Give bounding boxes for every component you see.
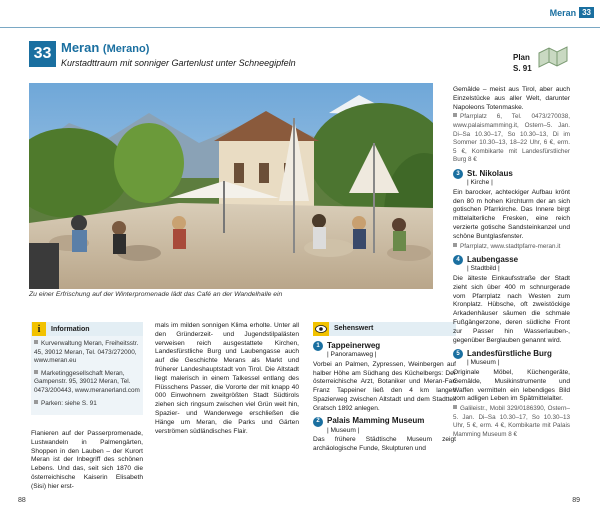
entry-detail: Pfarrplatz, www.stadtpfarre-meran.it — [453, 243, 570, 252]
plan-reference — [513, 52, 532, 74]
continued-text: Gemälde – meist aus Tirol, aber auch Einzelstücke aus aller Welt, darunter Napoleons Totenmaske. — [453, 86, 570, 111]
sights-column — [313, 322, 456, 454]
cafe-photo — [29, 83, 433, 289]
page-subtitle: Kurstadttraum mit sonniger Gartenlust unter Schneegipfeln — [61, 58, 296, 68]
sight-entry — [453, 349, 570, 439]
entry-number: 1 — [313, 341, 323, 351]
info-body — [31, 336, 143, 415]
section-tab — [550, 7, 594, 18]
entry-number: 4 — [453, 255, 463, 265]
sight-entry — [453, 255, 570, 345]
right-column — [453, 86, 570, 440]
info-heading: Information — [51, 325, 90, 333]
entry-category: | Museum | — [327, 426, 360, 434]
map-icon — [537, 45, 569, 69]
section-number: 33 — [579, 7, 594, 18]
entry-title: Tappeinerweg — [327, 340, 381, 350]
body-text-col2: mals im milden sonnigen Klima erholte. Unter all den Gründerzeit- und Jugendstilpalästen verweisen reich ausgestattete Kirchen, Landesfürstliche Burg und Laubengasse auch auf die Geschichte Merans als Markt und früherer Landeshauptstadt von Tirol. Die Altstadt liegt malerisch in einem Talkessel entlang des Flüsschens Passer, die Vororte der mit knapp 40 000 Einwohnern zweitgrößten Stadt Südtirols ziehen sich ringsum zwischen viel Grün weit hin, Spazier- und Wanderwege erschließen die Hänge um Meran, die Parks und Gärten verströmen südländisches Flair. — [155, 322, 299, 435]
entry-category: | Museum | — [467, 359, 500, 367]
page-title — [61, 40, 149, 55]
page-number-right: 89 — [572, 497, 580, 504]
sights-header — [313, 322, 456, 336]
entry-category: | Stadtbild | — [467, 265, 500, 273]
chapter-number: 33 — [29, 41, 56, 67]
title-main: Meran — [61, 40, 100, 55]
entry-number: 2 — [313, 417, 323, 427]
sight-entry — [313, 417, 456, 454]
info-box — [31, 322, 143, 415]
sight-entry — [453, 169, 570, 251]
bullet-square-icon — [453, 113, 457, 117]
info-item: Kurverwaltung Meran, Freiheitsstr. 45, 39012 Meran, Tel. 0473/272000, www.meran.eu — [34, 340, 139, 365]
eye-icon — [313, 322, 329, 336]
bullet-square-icon — [34, 400, 38, 404]
entry-detail: Pfarrplatz 6, Tel. 0473/270038, www.palaismamming.it, Ostern–5. Jan. Di–Sa 10.30–17, So 10.30–13, Di im Sommer 10.30–13, 18–22 Uhr, 6 €, erm. 5 €, Kombikarte mit Landesfürstlicher Burg 8 € — [453, 113, 570, 164]
body-text-col1: Flanieren auf der Passerpromenade, Lustwandeln in Palmengärten, Shoppen in den Lauben – der Kurort Meran ist der Inbegriff des schönen Lebens. Und das, seit sich 1870 die österreichische Kaiserin Elisabeth (Sisi) hier erst- — [31, 430, 143, 490]
entry-text: Das frühere Städtische Museum zeigt archäologische Funde, Skulpturen und — [313, 436, 456, 453]
bullet-square-icon — [453, 243, 457, 247]
page-number-left: 88 — [18, 497, 26, 504]
entry-category: | Kirche | — [467, 178, 493, 186]
entry-detail: Galileistr., Mobil 329/0186390, Ostern–5. Jan. Di–Sa 10.30–17, So 10.30–13 Uhr, 5 €, erm. 4 €, Kombikarte mit Palais Mamming Museum 8 € — [453, 405, 570, 439]
entry-text: Originale Möbel, Küchengeräte, Gemälde, Musikinstrumente und Waffen vermitteln ein lebendiges Bild vom adligen Leben im Spätmittelalter. — [453, 369, 570, 403]
entry-category: | Panoramaweg | — [327, 351, 377, 358]
bullet-square-icon — [34, 340, 38, 344]
entry-text: Vorbei an Palmen, Zypressen, Weinbergen auf halber Höhe am Südhang des Küchelbergs: Der österreichische Arzt, Botaniker und Meran-Fan Franz Tappeiner ließ den 4 km langen Spazierweg zwischen Altstadt und dem Stadtteil Gratsch 1892 anlegen. — [313, 360, 456, 412]
bullet-square-icon — [453, 405, 457, 409]
entry-title: Laubengasse — [467, 254, 519, 264]
entry-text: Die älteste Einkaufsstraße der Stadt zieht sich über 400 m schnurgerade vom Pfarrplatz nach Westen zum Kronplatz. Hübsche, oft zweistöckige Arkadenhäuser säumen die schmale Fußgängerzone, deren südliche Front zur Passer hin Wasserlauben-, gegenüber Berglauben genannt wird. — [453, 274, 570, 344]
sight-entry — [313, 341, 456, 414]
entry-number: 3 — [453, 169, 463, 179]
entry-title: Landesfürstliche Burg — [467, 348, 552, 358]
plan-label: Plan — [513, 53, 530, 62]
info-item: Marketinggesellschaft Meran, Gampenstr. 95, 39012 Meran, Tel. 0473/200443, www.meranerland.com — [34, 369, 140, 394]
entry-title: Palais Mamming Museum — [327, 416, 425, 426]
plan-page: S. 91 — [513, 64, 532, 73]
title-alt: (Merano) — [102, 43, 150, 55]
info-header — [31, 322, 143, 336]
entry-title: St. Nikolaus — [467, 168, 513, 178]
header-rule — [0, 27, 600, 28]
info-item: Parken: siehe S. 91 — [34, 400, 140, 409]
info-icon: i — [32, 322, 46, 336]
entry-text: Ein barocker, achteckiger Aufbau krönt den 80 m hohen Kirchturm der an sich gotischen Pfarrkirche. Das Innere birgt mittelalterliche Fresken, eine reich verzierte gotische Sandsteinkanzel und schöne Buntglasfenster. — [453, 188, 570, 240]
sights-heading: Sehenswert — [334, 324, 374, 332]
photo-caption: Zu einer Erfrischung auf der Winterpromenade lädt das Café an der Wandelhalle ein — [29, 291, 283, 298]
bullet-square-icon — [34, 370, 38, 374]
entry-number: 5 — [453, 349, 463, 359]
section-name: Meran — [549, 7, 577, 18]
